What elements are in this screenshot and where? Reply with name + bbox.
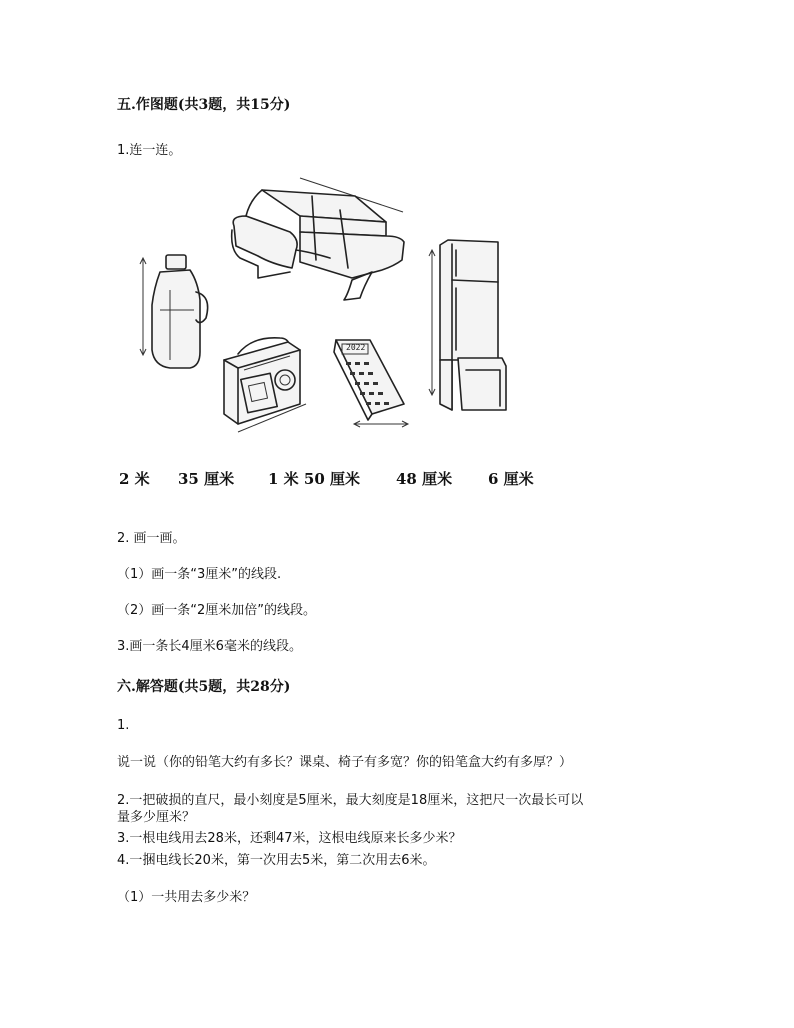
question-text: 2.一把破损的直尺，最小刻度是5厘米，最大刻度是18厘米，这把尺一次最长可以 bbox=[117, 793, 584, 808]
option-length[interactable]: 1 米 50 厘米 bbox=[268, 470, 360, 488]
option-length[interactable]: 48 厘米 bbox=[396, 470, 453, 488]
section-heading-drawing: 五.作图题(共3题，共15分) bbox=[117, 97, 291, 113]
question-text: 说一说（你的铅笔大约有多长？课桌、椅子有多宽？你的铅笔盒大约有多厚？） bbox=[117, 755, 573, 770]
matching-illustration bbox=[0, 0, 794, 470]
radio-image bbox=[224, 338, 306, 432]
refrigerator-image bbox=[429, 240, 506, 410]
calculator-display: 2022 bbox=[346, 343, 366, 352]
section-heading-answers: 六.解答题(共5题，共28分) bbox=[117, 679, 291, 695]
question-text: 量多少厘米？ bbox=[117, 810, 196, 825]
calculator-image bbox=[334, 340, 408, 427]
option-length[interactable]: 6 厘米 bbox=[488, 470, 534, 488]
question-2-sub2: （2）画一条“2厘米加倍”的线段。 bbox=[117, 603, 317, 618]
question-sub: （1）一共用去多少米？ bbox=[117, 890, 256, 905]
question-1-prompt: 1.连一连。 bbox=[117, 143, 182, 158]
question-text: 4.一捆电线长20米，第一次用去5米，第二次用去6米。 bbox=[117, 853, 436, 868]
question-2-sub1: （1）画一条“3厘米”的线段. bbox=[117, 567, 282, 582]
sofa-image bbox=[232, 178, 404, 300]
question-number: 1. bbox=[117, 718, 130, 733]
option-length[interactable]: 2 米 bbox=[119, 470, 150, 488]
option-length[interactable]: 35 厘米 bbox=[178, 470, 235, 488]
question-text: 3.一根电线用去28米，还剩47米，这根电线原来长多少米？ bbox=[117, 831, 462, 846]
question-2-prompt: 2. 画一画。 bbox=[117, 531, 186, 546]
bottle-image bbox=[140, 255, 208, 368]
question-3-text: 3.画一条长4厘米6毫米的线段。 bbox=[117, 639, 302, 654]
